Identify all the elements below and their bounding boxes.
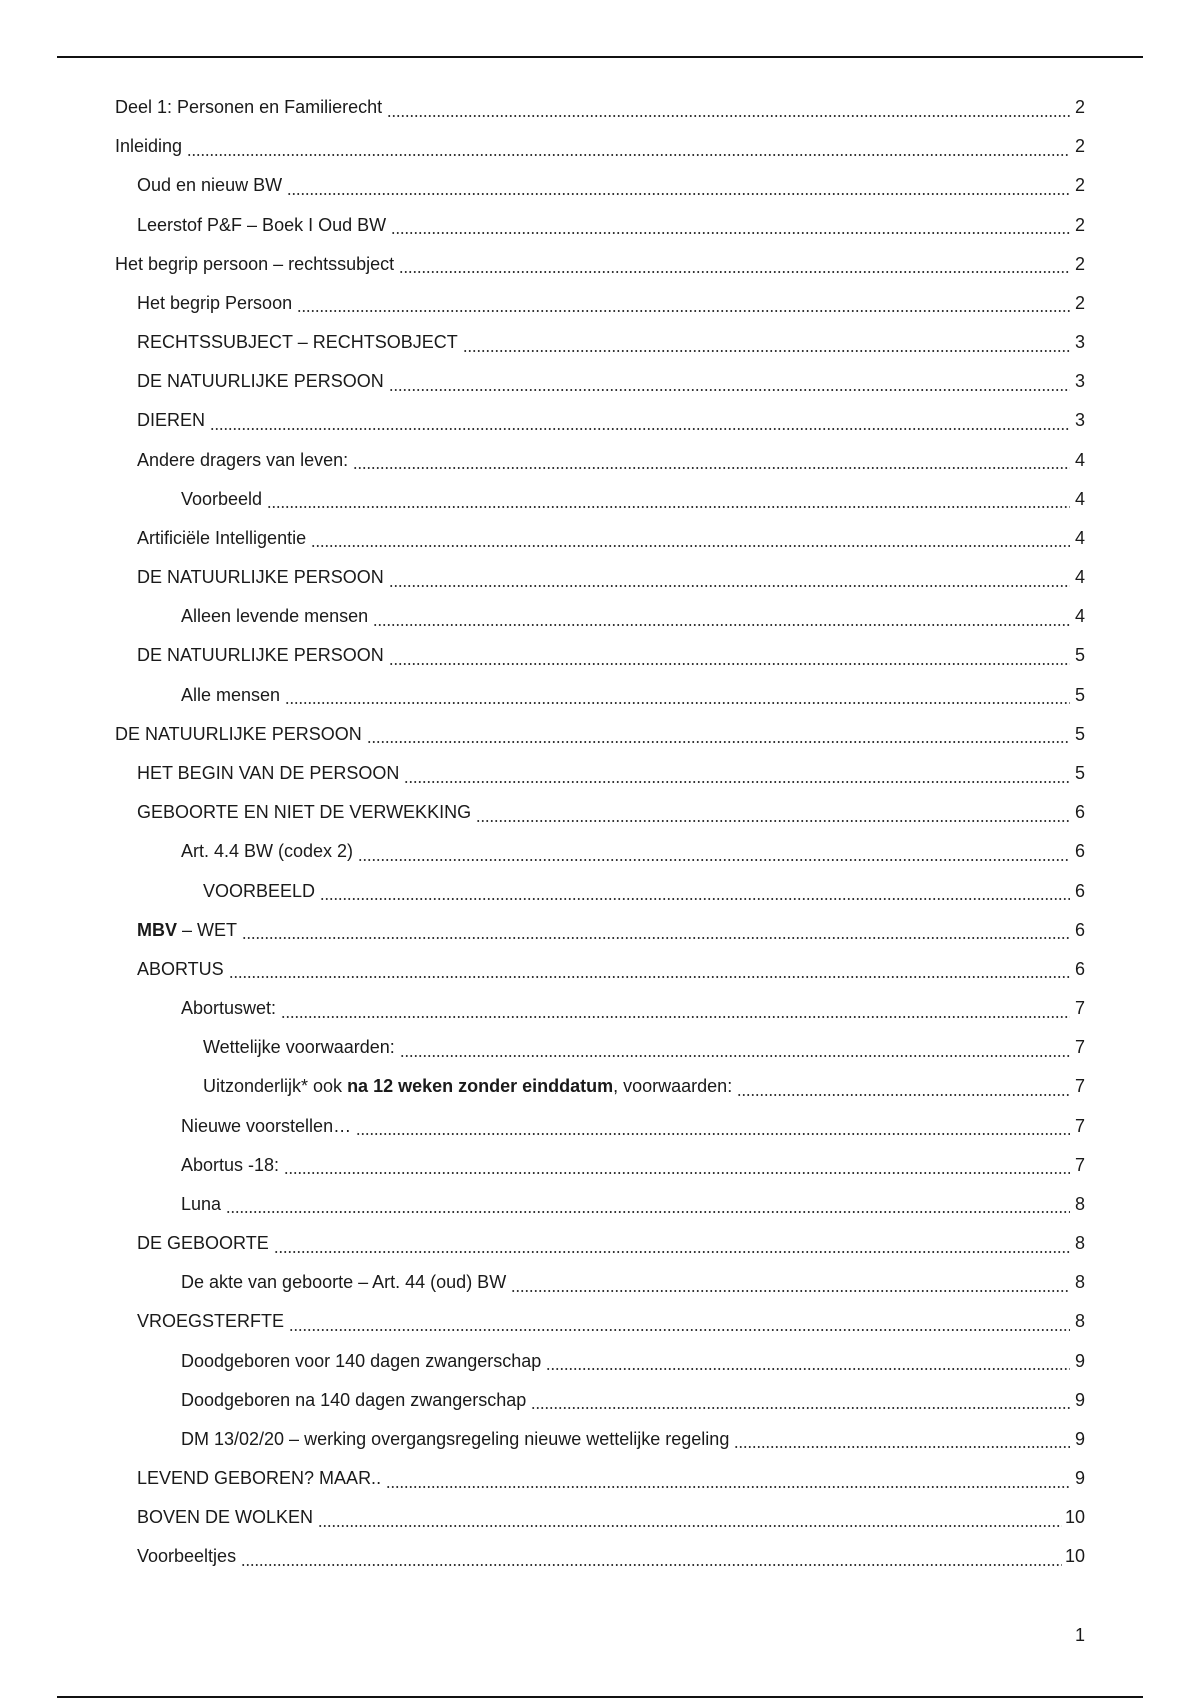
dot-leader	[241, 1553, 1062, 1567]
toc-entry-page: 10	[1064, 1507, 1085, 1528]
toc-entry-title-bold: MBV	[137, 919, 177, 940]
toc-entry[interactable]	[0, 127, 1200, 166]
dot-leader	[229, 965, 1070, 979]
dot-leader	[187, 143, 1070, 157]
dot-leader	[242, 926, 1070, 940]
dot-leader	[274, 1240, 1070, 1254]
toc-entry[interactable]	[0, 1342, 1200, 1381]
dot-leader	[281, 1005, 1070, 1019]
toc-entry-page: 9	[1074, 1389, 1085, 1410]
toc-entry-title	[115, 97, 384, 118]
toc-entry[interactable]	[0, 871, 1200, 910]
dot-leader	[289, 1318, 1070, 1332]
toc-entry-title-text: Alle mensen	[181, 684, 281, 705]
dot-leader	[389, 574, 1070, 588]
toc-entry[interactable]	[0, 636, 1200, 675]
toc-entry-page: 7	[1074, 998, 1085, 1019]
toc-entry[interactable]	[0, 1067, 1200, 1106]
toc-entry-title	[181, 685, 282, 706]
toc-entry-title	[115, 724, 364, 745]
toc-entry[interactable]	[0, 1185, 1200, 1224]
toc-entry-page: 7	[1074, 1037, 1085, 1058]
toc-entry-title-text: RECHTSSUBJECT – RECHTSOBJECT	[137, 332, 458, 353]
toc-entry-title-text: DM 13/02/20 – werking overgangsregeling nieuwe wettelijke regeling	[181, 1428, 730, 1449]
toc-entry-page: 5	[1074, 763, 1085, 783]
dot-leader	[320, 887, 1070, 901]
dot-leader	[389, 652, 1070, 666]
toc-entry-page: 4	[1074, 567, 1085, 588]
toc-entry-title	[203, 881, 317, 902]
toc-entry-title-text: Luna	[181, 1193, 222, 1214]
toc-entry-title-text: LEVEND GEBOREN? MAAR..	[137, 1468, 382, 1489]
toc-entry-title-text: Inleiding	[115, 136, 183, 157]
toc-entry-title-text: Artificiële Intelligentie	[137, 527, 307, 548]
toc-entry-title-text: Deel 1: Personen en Familierecht	[115, 97, 383, 118]
toc-entry-page: 2	[1074, 136, 1085, 157]
toc-entry-title-text: ABORTUS	[137, 958, 224, 979]
toc-entry[interactable]	[0, 1028, 1200, 1067]
toc-entry-title	[137, 567, 386, 588]
dot-leader	[400, 1044, 1070, 1058]
toc-entry-page: 3	[1074, 371, 1085, 392]
toc-entry[interactable]	[0, 1106, 1200, 1145]
toc-entry-title	[137, 763, 401, 784]
toc-entry-title-text: DE NATUURLIJKE PERSOON	[137, 645, 384, 666]
toc-entry[interactable]	[0, 1459, 1200, 1498]
dot-leader	[386, 1475, 1070, 1489]
toc-entry[interactable]	[0, 989, 1200, 1028]
toc-entry-title-text: – WET	[177, 919, 238, 940]
dot-leader	[285, 691, 1070, 705]
dot-leader	[367, 730, 1070, 744]
toc-entry-title-text: DE NATUURLIJKE PERSOON	[137, 371, 384, 392]
toc-entry-title-text: Abortuswet:	[181, 998, 277, 1019]
toc-entry-page: 6	[1074, 802, 1085, 823]
toc-entry-title	[137, 959, 226, 980]
toc-entry-title	[137, 528, 308, 549]
toc-entry-title	[181, 606, 370, 627]
dot-leader	[311, 534, 1070, 548]
toc-entry-page: 9	[1074, 1350, 1085, 1371]
toc-entry-title-text: BOVEN DE WOLKEN	[137, 1507, 314, 1528]
toc-entry[interactable]	[0, 1381, 1200, 1420]
dot-leader	[353, 456, 1070, 470]
toc-entry-page: 5	[1074, 684, 1085, 705]
toc-entry-page: 7	[1074, 1115, 1085, 1136]
dot-leader	[358, 848, 1070, 862]
toc-entry-page: 4	[1074, 488, 1085, 509]
toc-entry-title-text: Alleen levende mensen	[181, 606, 369, 627]
dot-leader	[387, 104, 1070, 118]
toc-entry-title-text: Wettelijke voorwaarden:	[203, 1037, 395, 1058]
toc-entry-title	[137, 920, 239, 941]
toc-entry-page: 8	[1074, 1193, 1085, 1214]
dot-leader	[210, 417, 1070, 431]
dot-leader	[737, 1083, 1070, 1097]
toc-entry[interactable]	[0, 1420, 1200, 1459]
toc-entry-title-text: Nieuwe voorstellen…	[181, 1115, 352, 1136]
toc-entry-title	[203, 1037, 397, 1058]
toc-entry-page: 5	[1074, 723, 1085, 744]
toc-entry-title	[137, 371, 386, 392]
toc-entry-title	[203, 1076, 734, 1097]
toc-entry[interactable]	[0, 166, 1200, 205]
toc-entry-title	[137, 1233, 271, 1254]
toc-entry[interactable]	[0, 793, 1200, 832]
toc-entry-title-text: Andere dragers van leven:	[137, 449, 349, 470]
toc-entry-title-text: Art. 4.4 BW (codex 2)	[181, 841, 354, 862]
toc-entry[interactable]	[0, 911, 1200, 950]
dot-leader	[287, 182, 1070, 196]
toc-entry[interactable]	[0, 1498, 1200, 1537]
dot-leader	[267, 495, 1070, 509]
toc-entry[interactable]	[0, 323, 1200, 362]
toc-entry[interactable]	[0, 284, 1200, 323]
toc-entry-title	[137, 645, 386, 666]
dot-leader	[297, 299, 1070, 313]
toc-entry-title-text: Het begrip Persoon	[137, 292, 293, 313]
toc-entry-title	[181, 1351, 543, 1372]
toc-entry[interactable]	[0, 754, 1200, 793]
toc-entry-title-text: VOORBEELD	[203, 880, 316, 901]
toc-entry-page: 5	[1074, 645, 1085, 666]
toc-entry[interactable]	[0, 950, 1200, 989]
toc-entry-page: 8	[1074, 1311, 1085, 1332]
toc-entry-page: 6	[1074, 841, 1085, 862]
toc-entry-title	[181, 1116, 353, 1137]
toc-entry-title-text: Voorbeeltjes	[137, 1546, 237, 1567]
dot-leader	[373, 613, 1070, 627]
toc-entry-title-text: Oud en nieuw BW	[137, 175, 283, 196]
toc-entry-title-text: DE NATUURLIJKE PERSOON	[137, 567, 384, 588]
page-number: 1	[1074, 1625, 1085, 1645]
toc-entry[interactable]	[0, 206, 1200, 245]
toc-entry-title	[137, 1311, 286, 1332]
toc-entry-title-prefix: Uitzonderlijk* ook	[203, 1076, 348, 1097]
dot-leader	[531, 1396, 1070, 1410]
dot-leader	[391, 221, 1070, 235]
toc-entry-page: 4	[1074, 527, 1085, 548]
toc-entry-page: 8	[1074, 1272, 1085, 1293]
toc-entry-title	[181, 841, 355, 862]
toc-entry[interactable]	[0, 401, 1200, 440]
toc-entry-title	[115, 254, 396, 275]
toc-entry-page: 6	[1074, 958, 1085, 979]
toc-entry-page: 4	[1074, 606, 1085, 627]
toc-entry-title	[181, 998, 278, 1019]
toc-entry-title	[181, 1155, 281, 1176]
toc-entry[interactable]	[0, 597, 1200, 636]
toc-entry-page: 2	[1074, 214, 1085, 235]
toc-entry-page: 2	[1074, 175, 1085, 196]
toc-entry-title	[137, 293, 294, 314]
toc-entry-title-text: De akte van geboorte – Art. 44 (oud) BW	[181, 1272, 507, 1293]
toc-entry-title	[181, 1429, 731, 1450]
toc-entry-title-text: Het begrip persoon – rechtssubject	[115, 253, 395, 274]
toc-entry-page: 4	[1074, 449, 1085, 470]
toc-entry[interactable]	[0, 480, 1200, 519]
dot-leader	[404, 770, 1070, 784]
toc-entry-page: 7	[1074, 1154, 1085, 1175]
dot-leader	[318, 1514, 1062, 1528]
toc-entry-title	[137, 1546, 238, 1567]
dot-leader	[463, 339, 1070, 353]
dot-leader	[546, 1357, 1070, 1371]
toc-entry-title-text: GEBOORTE EN NIET DE VERWEKKING	[137, 802, 472, 823]
toc-entry[interactable]	[0, 1146, 1200, 1185]
toc-entry[interactable]	[0, 1302, 1200, 1341]
footer-rule	[57, 1696, 1143, 1698]
dot-leader	[511, 1279, 1070, 1293]
toc-entry-page: 2	[1074, 97, 1085, 118]
toc-entry-title-text: VROEGSTERFTE	[137, 1311, 285, 1332]
toc-entry-title-text: DE NATUURLIJKE PERSOON	[115, 723, 362, 744]
toc-entry-title	[137, 215, 388, 236]
toc-entry[interactable]	[0, 362, 1200, 401]
toc-entry-page: 7	[1074, 1076, 1085, 1097]
toc-entry-title	[181, 1194, 223, 1215]
toc-entry-page: 9	[1074, 1428, 1085, 1449]
toc-entry-title-text: Doodgeboren voor 140 dagen zwangerschap	[181, 1350, 542, 1371]
toc-entry-title	[137, 175, 284, 196]
dot-leader	[284, 1161, 1070, 1175]
toc-entry-title-text: Leerstof P&F – Boek I Oud BW	[137, 214, 387, 235]
toc-entry[interactable]	[0, 832, 1200, 871]
toc-entry-title-text: , voorwaarden:	[613, 1076, 733, 1097]
toc-entry-title	[137, 1468, 383, 1489]
toc-entry-page: 3	[1074, 332, 1085, 353]
dot-leader	[399, 260, 1070, 274]
dot-leader	[476, 809, 1070, 823]
toc-entry-title	[137, 410, 207, 431]
toc-entry[interactable]	[0, 441, 1200, 480]
toc-entry-page: 9	[1074, 1468, 1085, 1489]
toc-entry[interactable]	[0, 1224, 1200, 1263]
toc-entry[interactable]	[0, 715, 1200, 754]
header-rule	[57, 56, 1143, 58]
toc-entry-title	[137, 450, 350, 471]
toc-entry-title	[137, 332, 460, 353]
toc-entry-title-bold: na 12 weken zonder einddatum	[347, 1076, 614, 1097]
toc-entry-title	[115, 136, 184, 157]
toc-entry-page: 10	[1064, 1546, 1085, 1567]
toc-entry-title	[181, 489, 264, 510]
toc-entry-title	[181, 1272, 508, 1293]
toc-entry[interactable]	[0, 245, 1200, 284]
toc-entry-page: 6	[1074, 880, 1085, 901]
toc-entry[interactable]	[0, 558, 1200, 597]
toc-entry-page: 2	[1074, 253, 1085, 274]
toc-entry-title-text: Doodgeboren na 140 dagen zwangerschap	[181, 1389, 527, 1410]
table-of-contents	[0, 88, 1200, 1577]
toc-entry-title	[137, 1507, 315, 1528]
toc-entry-title-text: Abortus -18:	[181, 1154, 280, 1175]
dot-leader	[226, 1200, 1070, 1214]
dot-leader	[356, 1122, 1070, 1136]
toc-entry-title-text: Voorbeeld	[181, 488, 263, 509]
toc-entry-page: 8	[1074, 1233, 1085, 1254]
toc-entry[interactable]	[0, 519, 1200, 558]
toc-entry[interactable]	[0, 1263, 1200, 1302]
toc-entry-title-text: DIEREN	[137, 410, 206, 431]
toc-entry-page: 6	[1074, 919, 1085, 940]
toc-entry-page: 3	[1074, 410, 1085, 431]
toc-entry-title	[137, 802, 473, 823]
dot-leader	[389, 378, 1070, 392]
toc-entry[interactable]	[0, 1537, 1200, 1576]
toc-entry-page: 2	[1074, 292, 1085, 313]
toc-entry[interactable]	[0, 88, 1200, 127]
toc-entry-title	[181, 1390, 528, 1411]
toc-entry-title-text: HET BEGIN VAN DE PERSOON	[137, 763, 400, 783]
dot-leader	[734, 1435, 1070, 1449]
toc-entry-title-text: DE GEBOORTE	[137, 1233, 269, 1254]
toc-entry[interactable]	[0, 676, 1200, 715]
